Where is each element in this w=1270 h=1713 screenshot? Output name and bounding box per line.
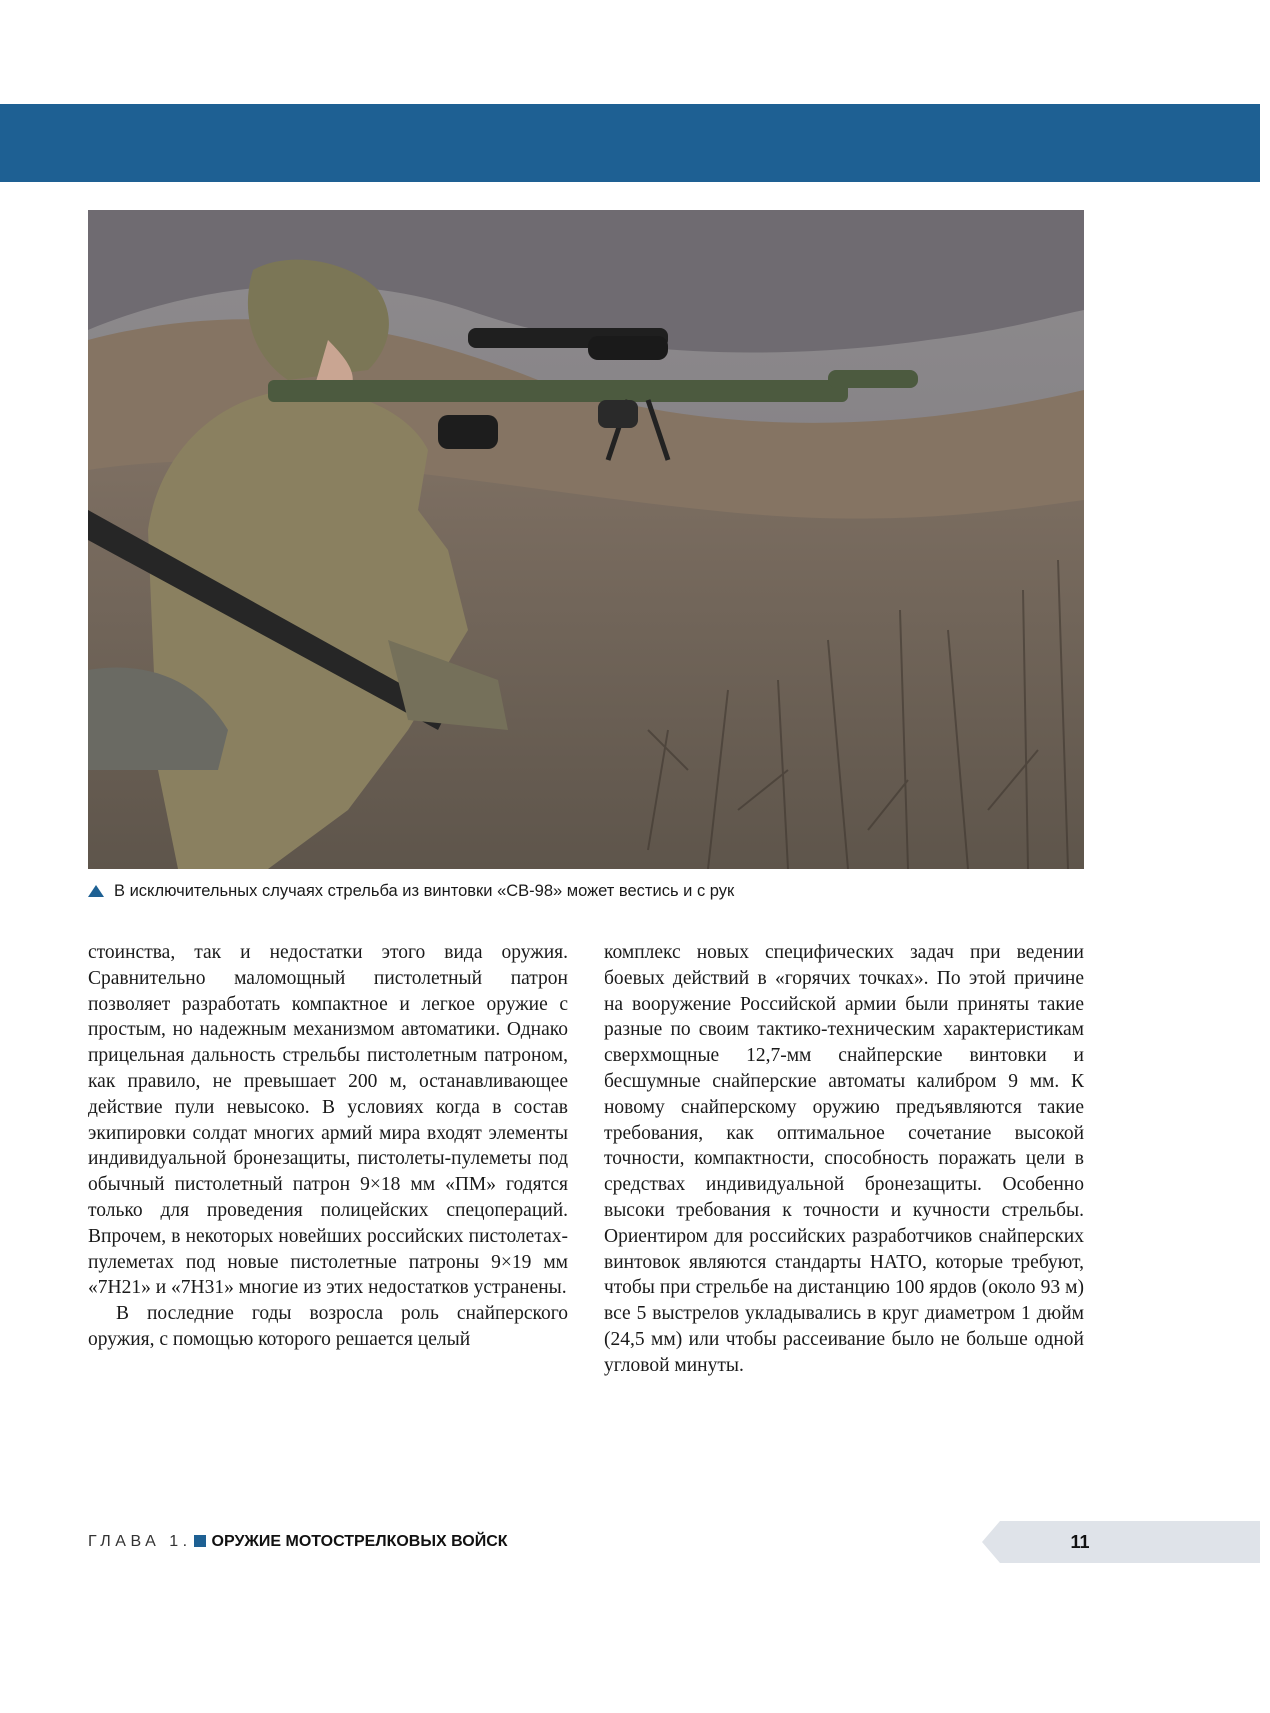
photo (88, 210, 1084, 869)
paragraph: В последние годы возросла роль снайперского оружия, с помощью которого решается целый (88, 1303, 568, 1350)
section-title: ОРУЖИЕ МОТОСТРЕЛКОВЫХ ВОЙСК (211, 1533, 508, 1550)
photo-illustration (88, 210, 1084, 869)
text-column-right (604, 940, 1084, 1379)
page-number: 11 (1070, 1532, 1090, 1552)
caption-text: В исключительных случаях стрельба из винтовки «СВ-98» может вестись и с рук (114, 882, 735, 900)
page-number-tab (982, 1521, 1260, 1563)
text-column-left (88, 940, 568, 1353)
square-bullet-icon (194, 1535, 206, 1547)
paragraph: стоинства, так и недостатки этого вида оружия. Сравнительно маломощный пистолетный патрон позволяет разработать компактное и легкое оружие с простым, но надежным механизмом автоматики. Однако прицельная дальность стрельбы пистолетным патроном, как правило, не превышает 200 м, останавливающее действие пули невысоко. В условиях когда в состав экипировки солдат многих армий мира входят элементы индивидуальной бронезащиты, пистолеты-пулеметы под обычный пистолетный патрон 9×18 мм «ПМ» годятся только для проведения полицейских спецопераций. Впрочем, в некоторых новейших российских пистолетах-пулеметах под новые пистолетные патроны 9×19 мм «7Н21» и «7Н31» многие из этих недостатков устранены. (88, 942, 568, 1299)
photo-caption (88, 878, 1088, 904)
header-band (0, 104, 1260, 182)
triangle-marker-icon (88, 885, 104, 897)
running-footer (88, 1527, 508, 1557)
paragraph: комплекс новых специфических задач при ведении боевых действий в «горячих точках». По этой причине на вооружение Российской армии были приняты такие разные по своим тактико-техническим характеристикам сверхмощные 12,7-мм снайперские винтовки и бесшумные снайперские автоматы калибром 9 мм. К новому снайперскому оружию предъявляются такие требования, как оптимальное сочетание высокой точности, компактности, способность поражать цели в средствах индивидуальной бронезащиты. Особенно высоки требования к точности и кучности стрельбы. Ориентиром для российских разработчиков снайперских винтовок являются стандарты НАТО, которые требуют, чтобы при стрельбе на дистанцию 100 ярдов (около 93 м) все 5 выстрелов укладывались в круг диаметром 1 дюйм (24,5 мм) или чтобы рассеивание было не больше одной угловой минуты. (604, 942, 1084, 1376)
chapter-label: ГЛАВА 1. (88, 1533, 192, 1550)
